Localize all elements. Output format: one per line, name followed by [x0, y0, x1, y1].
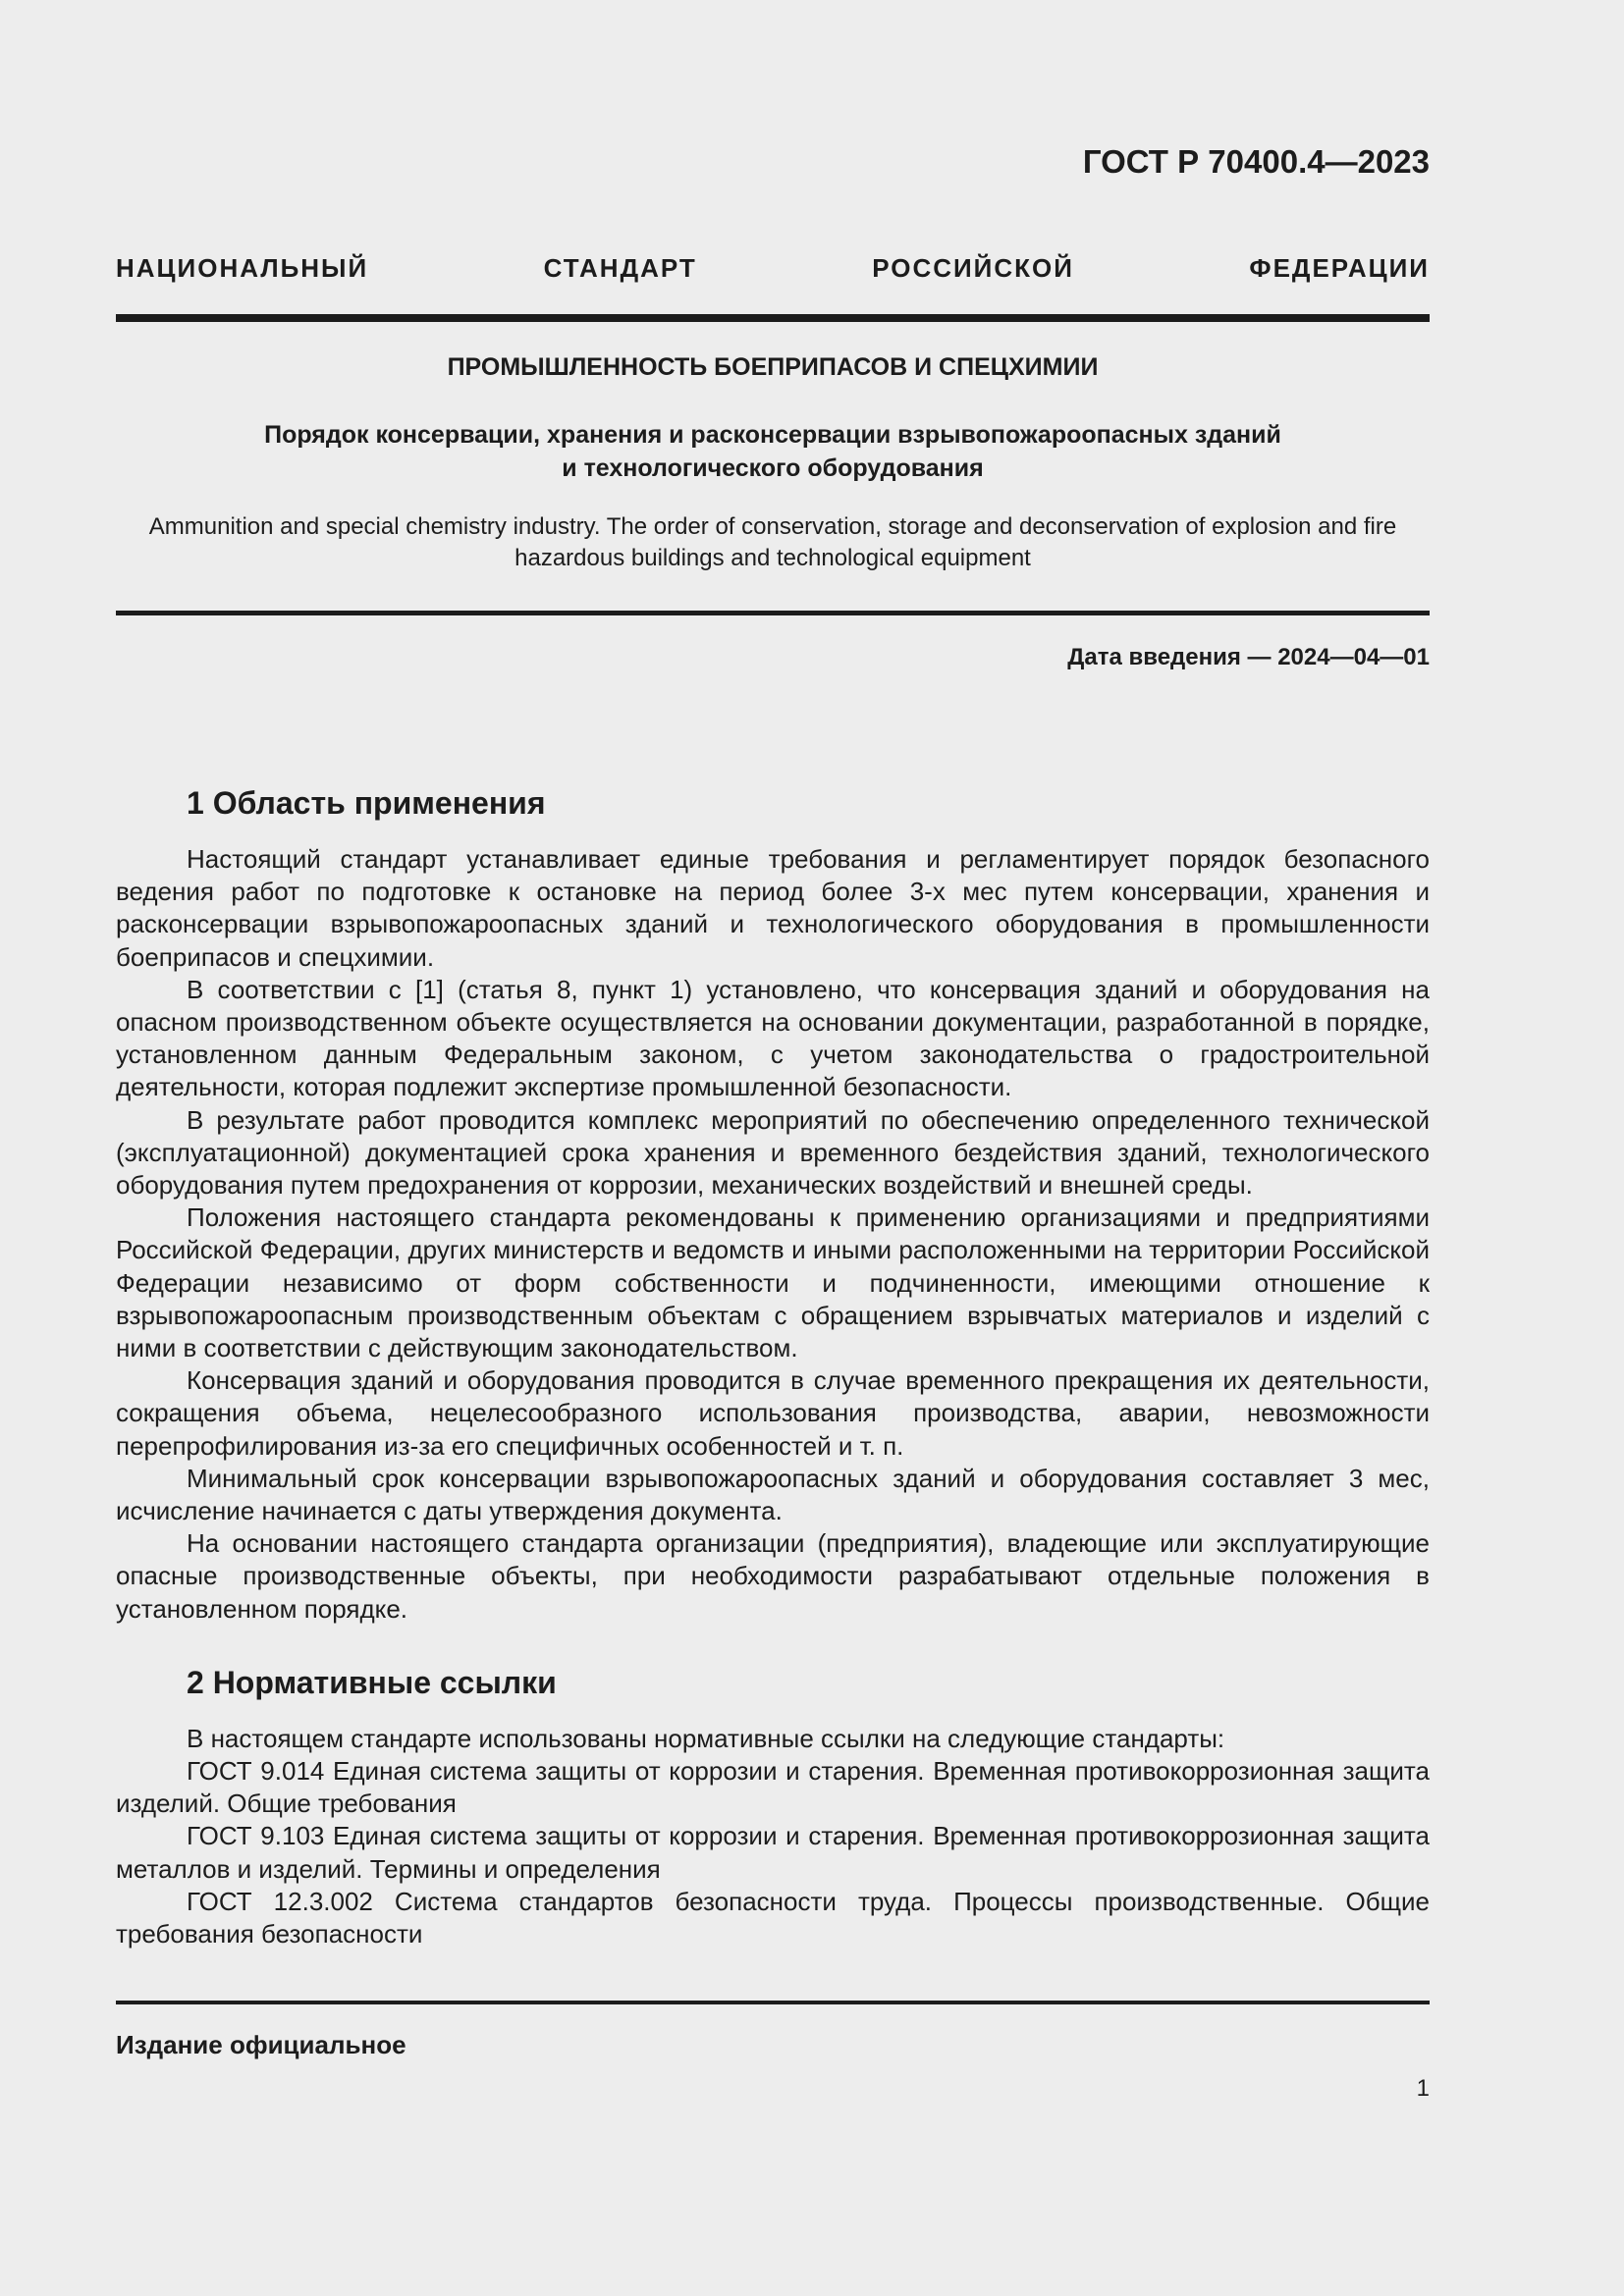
reference-item: ГОСТ 12.3.002 Система стандартов безопасности труда. Процессы производственные. Общие требования безопасности	[116, 1886, 1430, 1949]
reference-item: ГОСТ 9.014 Единая система защиты от коррозии и старения. Временная противокоррозионная защита изделий. Общие требования	[116, 1756, 1430, 1819]
introduction-date: Дата введения — 2024—04—01	[1067, 644, 1430, 670]
national-standard-label: НАЦИОНАЛЬНЫЙ СТАНДАРТ РОССИЙСКОЙ ФЕДЕРАЦИИ	[116, 253, 1430, 283]
footer-rule	[116, 2001, 1430, 2004]
paragraph: В соответствии с [1] (статья 8, пункт 1) установлено, что консервация зданий и оборудования на опасном производственном объекте осуществляется на основании документации, разработанной в порядке, установленном данным Федеральным законом, с учетом законодательства о градостроительной деятельности, которая подлежит экспертизе промышленной безопасности.	[116, 974, 1430, 1102]
paragraph: Положения настоящего стандарта рекомендованы к применению организациями и предприятиями Российской Федерации, других министерств и ведомств и иными расположенными на территории Российской Федерации независимо от форм собственности и подчиненности, имеющими отношение к взрывопожароопасным производственным объектам с обращением взрывчатых материалов и изделий с ними в соответствии с действующим законодательством.	[116, 1202, 1430, 1363]
title-english-line: hazardous buildings and technological equipment	[514, 545, 1031, 571]
paragraph: В результате работ проводится комплекс мероприятий по обеспечению определенного технической (эксплуатационной) документацией срока хранения и временного бездействия зданий, технологического оборудования путем предохранения от коррозии, механических воздействий и внешней среды.	[116, 1104, 1430, 1201]
paragraph: В настоящем стандарте использованы нормативные ссылки на следующие стандарты:	[187, 1723, 1225, 1753]
reference-item: ГОСТ 9.103 Единая система защиты от коррозии и старения. Временная противокоррозионная защита металлов и изделий. Термины и определения	[116, 1821, 1430, 1884]
page-number: 1	[1416, 2075, 1430, 2102]
section-heading: 2 Нормативные ссылки	[187, 1664, 557, 1700]
section-heading: 1 Область применения	[187, 785, 546, 821]
doc-code: ГОСТ Р 70400.4—2023	[1082, 143, 1430, 180]
edition-label: Издание официальное	[116, 2030, 406, 2059]
title-main: ПРОМЫШЛЕННОСТЬ БОЕПРИПАСОВ И СПЕЦХИМИИ	[447, 353, 1099, 381]
document-body	[116, 785, 1430, 1950]
title-sub-line: Порядок консервации, хранения и расконсервации взрывопожароопасных зданий	[264, 421, 1281, 449]
paragraph: Минимальный срок консервации взрывопожароопасных зданий и оборудования составляет 3 мес, исчисление начинается с даты утверждения документа.	[116, 1463, 1430, 1526]
title-english	[116, 511, 1430, 574]
title-sub-line: и технологического оборудования	[562, 454, 984, 482]
title-sub	[116, 418, 1430, 485]
title-english-line: Ammunition and special chemistry industry. The order of conservation, storage and deconservation of explosion and fire	[148, 513, 1397, 540]
paragraph: На основании настоящего стандарта организации (предприятия), владеющие или эксплуатирующие опасные производственные объекты, при необходимости разрабатывают отдельные положения в установленном порядке.	[116, 1528, 1430, 1624]
paragraph: Консервация зданий и оборудования проводится в случае временного прекращения их деятельности, сокращения объема, нецелесообразного использования производства, аварии, невозможности перепрофилирования из-за его специфичных особенностей и т. п.	[116, 1365, 1430, 1461]
paragraph: Настоящий стандарт устанавливает единые требования и регламентирует порядок безопасного ведения работ по подготовке к остановке на период более 3-х мес путем консервации, хранения и расконсервации взрывопожароопасных зданий и технологического оборудования в промышленности боеприпасов и спецхимии.	[116, 844, 1430, 972]
title-rule	[116, 611, 1430, 615]
top-rule	[116, 314, 1430, 322]
